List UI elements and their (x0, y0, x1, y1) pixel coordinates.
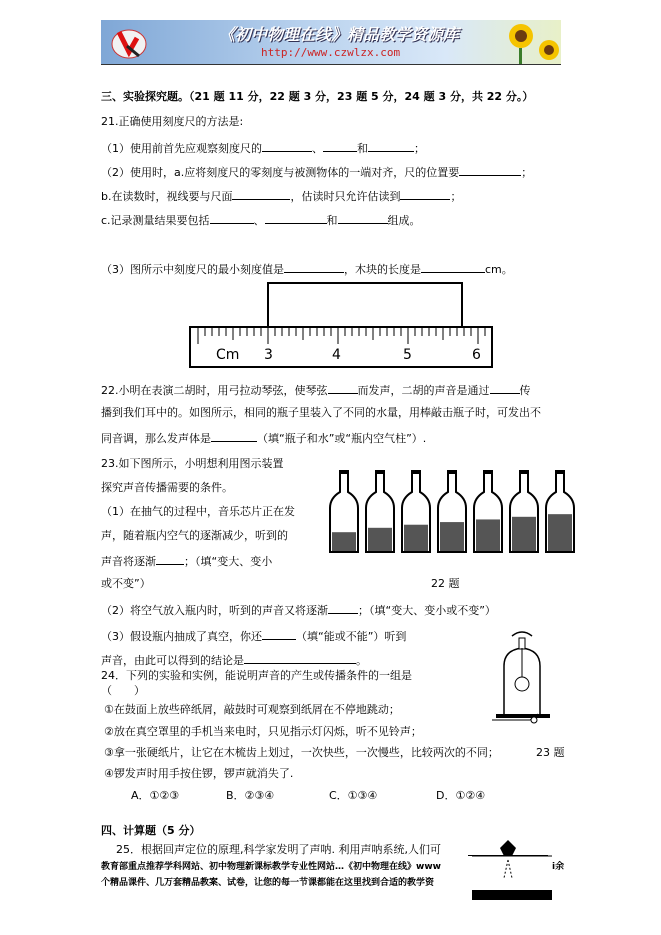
choice-c[interactable]: C．①③④ (329, 789, 378, 802)
blank[interactable] (156, 553, 184, 565)
blank[interactable] (210, 212, 254, 224)
q22-line3: 同音调，那么发声体是 （填“瓶子和水”或“瓶内空气柱”）. (101, 432, 427, 445)
blank[interactable] (338, 212, 388, 224)
q23-line3: （1）在抽气的过程中，音乐芯片正在发 (101, 505, 295, 518)
choice-a[interactable]: A．①②③ (131, 789, 180, 802)
q24-line2: （ ） (101, 684, 145, 697)
blank[interactable] (368, 140, 414, 152)
blank[interactable] (328, 602, 358, 614)
blank[interactable] (421, 261, 485, 273)
header-banner (101, 20, 561, 64)
bottle-rim (447, 470, 457, 474)
q25-text: 25．根据回声定位的原理,科学家发明了声呐. 利用声呐系统,人们可 (116, 843, 441, 856)
blank[interactable] (244, 652, 356, 664)
section-4-heading: 四、计算题（5 分） (101, 824, 201, 837)
q21-part1: （1）使用前首先应观察刻度尺的 、 和 ； (101, 142, 425, 155)
bottle-water (332, 532, 356, 551)
sunflower-icon (491, 20, 561, 64)
q24-option2: ②放在真空罩里的手机当来电时，只见指示灯闪烁，听不见铃声； (104, 725, 422, 738)
bell-jar-figure (490, 628, 560, 728)
q24-option1: ①在鼓面上放些碎纸屑，敲鼓时可观察到纸屑在不停地跳动； (104, 703, 400, 716)
q21-part2a: （2）使用时，a.应将刻度尺的零刻度与被测物体的一端对齐，尺的位置要 ； (101, 166, 533, 179)
bottle-water (476, 519, 500, 551)
bottle-water (368, 528, 392, 551)
q22-line2: 播到我们耳中的。如图所示，相同的瓶子里装入了不同的水量，用棒敲击瓶子时，可发出不 (101, 406, 541, 419)
site-logo (109, 20, 149, 64)
bottle-water (440, 522, 464, 551)
bottle-rim (411, 470, 421, 474)
bottle-water (404, 525, 428, 551)
music-chip (515, 677, 529, 691)
bottle-rim (375, 470, 385, 474)
q23-line5: 声音将逐渐 ；（填“变大、变小 (101, 555, 273, 568)
q23-line1: 23.如下图所示，小明想利用图示装置 (101, 457, 284, 470)
q23-line4: 声，随着瓶内空气的逐渐减少，听到的 (101, 529, 288, 542)
blank[interactable] (459, 164, 521, 176)
blank[interactable] (232, 188, 290, 200)
q23-line9: 声音，由此可以得到的结论是 。 (101, 654, 367, 667)
q21-part2b: b.在读数时，视线要与尺面 ，估读时只允许估读到 ； (101, 190, 462, 203)
ruler-label-4: 4 (332, 347, 341, 363)
blank[interactable] (262, 140, 312, 152)
choice-b[interactable]: B．②③④ (226, 789, 275, 802)
blank[interactable] (328, 382, 358, 394)
bottle-water (512, 517, 536, 551)
ruler-label-6: 6 (472, 347, 481, 363)
ruler-label-5: 5 (403, 347, 412, 363)
ruler-label-3: 3 (264, 347, 273, 363)
q23-line6: 或不变”） (101, 577, 151, 590)
blank[interactable] (284, 261, 344, 273)
q24-option3: ③拿一张硬纸片，让它在木梳齿上划过，一次快些，一次慢些，比较两次的不同； (104, 746, 499, 759)
section-3-heading: 三、实验探究题。（21 题 11 分，22 题 3 分，23 题 5 分，24 题 3 分，共 22 分。） (101, 90, 534, 103)
footer-line-1-end: i余 (552, 862, 565, 872)
q23-line8: （3）假设瓶内抽成了真空，你还 （填“能或不能”）听到 (101, 630, 407, 643)
figure-22-caption: 22 题 (431, 577, 460, 590)
footer-line-1: 教育部重点推荐学科网站、初中物理新课标教学专业性网站…《初中物理在线》www (101, 862, 441, 872)
q21-part3: （3）图所示中刻度尺的最小刻度值是 ，木块的长度是 cm。 (101, 263, 513, 276)
ruler-figure (188, 280, 498, 370)
ruler-unit: Cm (216, 347, 240, 363)
bottle-rim (555, 470, 565, 474)
q22-line1: 22.小明在表演二胡时，用弓拉动琴弦，使琴弦 而发声，二胡的声音是通过 传 (101, 384, 531, 397)
bottle-rim (339, 470, 349, 474)
footer-line-2: 个精品课件、几万套精品教案、试卷，让您的每一节课都能在这里找到合适的教学资 (101, 878, 435, 888)
header-divider (101, 64, 561, 65)
blank[interactable] (262, 628, 296, 640)
q21-intro: 21.正确使用刻度尺的方法是: (101, 115, 244, 128)
choice-d[interactable]: D．①②④ (436, 789, 486, 802)
q23-line7: （2）将空气放入瓶内时，听到的声音又将逐渐 ；（填“变大、变小或不变”） (101, 604, 496, 617)
sonar-figure (472, 838, 552, 900)
figure-23-caption: 23 题 (536, 746, 565, 759)
banner-url[interactable]: http://www.czwlzx.com (261, 46, 401, 59)
banner-title: 《初中物理在线》精品教学资源库 (219, 25, 460, 44)
blank[interactable] (490, 382, 520, 394)
q24-line1: 24．下列的实验和实例，能说明声音的产生或传播条件的一组是 (101, 669, 412, 682)
q23-line2: 探究声音传播需要的条件。 (101, 481, 233, 494)
blank[interactable] (265, 212, 327, 224)
bottles-figure (326, 470, 576, 556)
blank[interactable] (211, 430, 257, 442)
bottle-rim (483, 470, 493, 474)
bottle-rim (519, 470, 529, 474)
bottle-water (548, 514, 572, 551)
blank[interactable] (323, 140, 357, 152)
blank[interactable] (400, 188, 450, 200)
wooden-block (268, 283, 462, 327)
q21-part2c: c.记录测量结果要包括 、 和 组成。 (101, 214, 421, 227)
q24-option4: ④锣发声时用手按住锣，锣声就消失了. (104, 767, 294, 780)
